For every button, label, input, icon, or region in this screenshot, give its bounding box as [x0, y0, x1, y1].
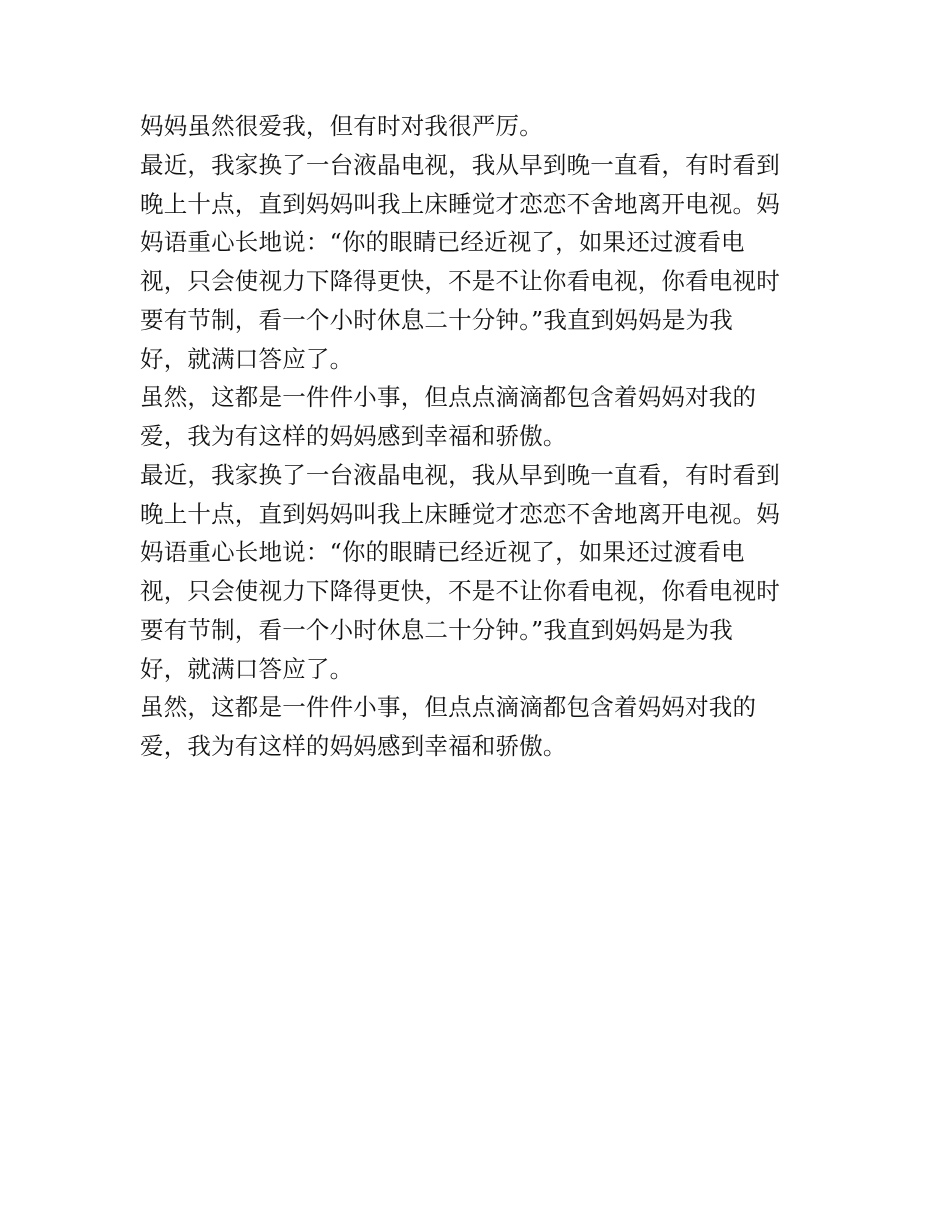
- text-line: 视，只会使视力下降得更快，不是不让你看电视，你看电视时: [140, 577, 780, 605]
- text-line: 爱，我为有这样的妈妈感到幸福和骄傲。: [140, 732, 567, 760]
- text-line: 妈妈虽然很爱我，但有时对我很严厉。: [140, 112, 543, 140]
- text-line: 妈语重心长地说：“你的眼睛已经近视了，如果还过渡看电: [140, 538, 745, 567]
- text-line: 好，就满口答应了。: [140, 344, 354, 373]
- text-line: 妈语重心长地说：“你的眼睛已经近视了，如果还过渡看电: [140, 228, 745, 257]
- text-line: 虽然，这都是一件件小事，但点点滴滴都包含着妈妈对我的: [140, 383, 757, 412]
- text-line: 要有节制，看一个小时休息二十分钟。”我直到妈妈是为我: [140, 615, 733, 644]
- text-line: 晚上十点，直到妈妈叫我上床睡觉才恋恋不舍地离开电视。妈: [140, 499, 780, 528]
- document-body: [140, 107, 830, 766]
- text-line: 晚上十点，直到妈妈叫我上床睡觉才恋恋不舍地离开电视。妈: [140, 189, 780, 218]
- text-line: 视，只会使视力下降得更快，不是不让你看电视，你看电视时: [140, 267, 780, 295]
- text-line: 爱，我为有这样的妈妈感到幸福和骄傲。: [140, 422, 567, 450]
- text-line: 要有节制，看一个小时休息二十分钟。”我直到妈妈是为我: [140, 305, 733, 334]
- text-line: 好，就满口答应了。: [140, 654, 354, 683]
- text-line: 最近，我家换了一台液晶电视，我从早到晚一直看，有时看到: [140, 460, 780, 489]
- text-line: 最近，我家换了一台液晶电视，我从早到晚一直看，有时看到: [140, 150, 780, 179]
- text-line: 虽然，这都是一件件小事，但点点滴滴都包含着妈妈对我的: [140, 693, 757, 722]
